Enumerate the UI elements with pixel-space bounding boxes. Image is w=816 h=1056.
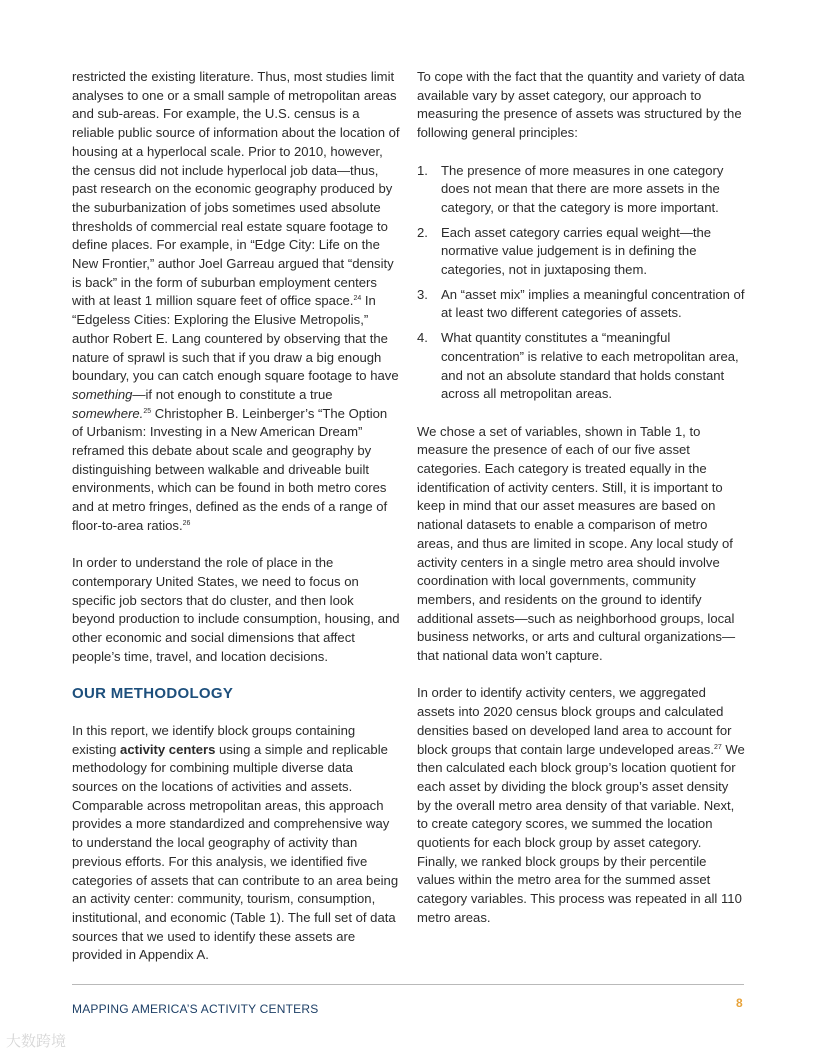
- list-number: 2.: [417, 224, 428, 240]
- principles-list: [417, 162, 745, 404]
- watermark: 大数跨境: [6, 1033, 67, 1050]
- list-item: [417, 329, 745, 404]
- right-column: [417, 68, 745, 946]
- paragraph-text: OUR METHODOLOGY: [72, 685, 234, 703]
- list-text: What quantity constitutes a “meaningful concentration” is relative to each metropolitan area, and not an absolute standard that holds constant across all metropolitan areas.: [441, 330, 739, 402]
- footer-divider: [72, 984, 744, 985]
- list-number: 1.: [417, 162, 428, 178]
- body-paragraph: [72, 68, 400, 536]
- paragraph-text: We then calculated each block group’s location quotient for each asset by dividing the block group’s asset density by the overall metro area density of that variable. Next, to create category scores, we summed the location quotients for each block group by asset category. Finally, we ranked block groups by their percentile values within the metro area for the summed asset category variables. This process was repeated in all 110 metro areas.: [417, 741, 745, 925]
- footnote-ref: 27: [714, 743, 722, 751]
- list-item: [417, 224, 745, 280]
- principles-intro: To cope with the fact that the quantity and variety of data available vary by asset category, our approach to measuring the presence of assets was structured by the following general principles:: [417, 69, 745, 141]
- paragraph-text: In “Edgeless Cities: Exploring the Elusive Metropolis,” author Robert E. Lang countered by observing that the nature of sprawl is such that if you draw a big enough boundary, you can catch enough square footage to have: [72, 293, 399, 384]
- footnote-ref: 24: [353, 295, 362, 303]
- page-number: 8: [736, 996, 743, 1010]
- list-text: The presence of more measures in one category does not mean that there are more assets in the category, or that the category is more important.: [441, 162, 724, 215]
- paragraph-text: In order to identify activity centers, we aggregated assets into 2020 census block groups and calculated densities based on developed land area to account for block groups that contain large undeveloped areas.: [417, 685, 732, 757]
- list-item: [417, 286, 745, 323]
- paragraph-text: In this report, we identify block groups containing existing: [72, 722, 356, 757]
- paragraph-text: In order to understand the role of place in the contemporary United States, we need to focus on specific job sectors that do cluster, and then look beyond production to include consumption, housing, and other economic and social dimensions that affect people’s time, travel, and location decisions.: [72, 555, 400, 664]
- left-column: [72, 68, 400, 984]
- list-item: [417, 162, 745, 218]
- paragraph-text: Christopher B. Leinberger’s “The Option of Urbanism: Investing in a New American Dream” reframed this debate about scale and geography by distinguishing between walkable and driveable built environments, which can be found in both metro cores and at metro fringes, defined as the ends of a range of floor-to-area ratios.: [72, 405, 388, 533]
- paragraph-text: activity centers: [120, 741, 216, 757]
- section-heading: [72, 685, 400, 704]
- paragraph-text: —if not enough to constitute a true: [132, 386, 333, 402]
- list-text: Each asset category carries equal weight—the normative value judgement is in defining the categories, not in juxtaposing them.: [441, 224, 712, 278]
- paragraph-text: restricted the existing literature. Thus, most studies limit analyses to one or a small sample of metropolitan areas and sub-areas. For example, the U.S. census is a reliable public source of information about the location of housing at a hyperlocal scale. Prior to 2010, however, the census did not include hyperlocal job data—thus, past research on the economic geography produced by the suburbanization of jobs sometimes used absolute thresholds of commercial real estate square footage to define places. For example, in “Edge City: Life on the New Frontier,” author Joel Garreau argued that “density is back” in the form of suburban employment centers with at least 1 million square feet of office space.: [72, 69, 400, 309]
- list-text: An “asset mix” implies a meaningful concentration of at least two different categories of assets.: [441, 286, 745, 321]
- list-number: 4.: [417, 330, 428, 346]
- footnote-ref: 25: [143, 407, 152, 415]
- body-paragraph: [72, 554, 400, 666]
- footer-title: MAPPING AMERICA’S ACTIVITY CENTERS: [72, 1002, 319, 1016]
- paragraph-text: using a simple and replicable methodology for combining multiple diverse data sources on the locations of activities and assets. Comparable across metropolitan areas, this approach provides a more standardized and comprehensive way to understand the local geography of activity than previous efforts. For this analysis, we identified five categories of assets that can contribute to an area being an activity center: community, tourism, consumption, institutional, and economic (Table 1). The full set of data sources that we used to identify these assets are provided in Appendix A.: [72, 741, 399, 963]
- paragraph-text: somewhere.: [72, 405, 144, 421]
- paragraph-text: something: [72, 386, 133, 402]
- body-paragraph: [72, 722, 400, 965]
- list-number: 3.: [417, 286, 428, 302]
- variables-paragraph: We chose a set of variables, shown in Table 1, to measure the presence of each of our five asset categories. Each category is treated equally in the identification of activity centers. Still, it is important to keep in mind that our asset measures are based on national datasets to enable a comparison of metro areas, and thus are limited in scope. Any local study of activity centers in a single metro area should involve coordination with local governments, community members, and residents on the ground to identify additional assets—such as neighborhood groups, local business networks, or arts and cultural organizations—that national data won’t capture.: [417, 423, 736, 664]
- footnote-ref: 26: [182, 519, 191, 527]
- aggregation-paragraph: [417, 684, 745, 927]
